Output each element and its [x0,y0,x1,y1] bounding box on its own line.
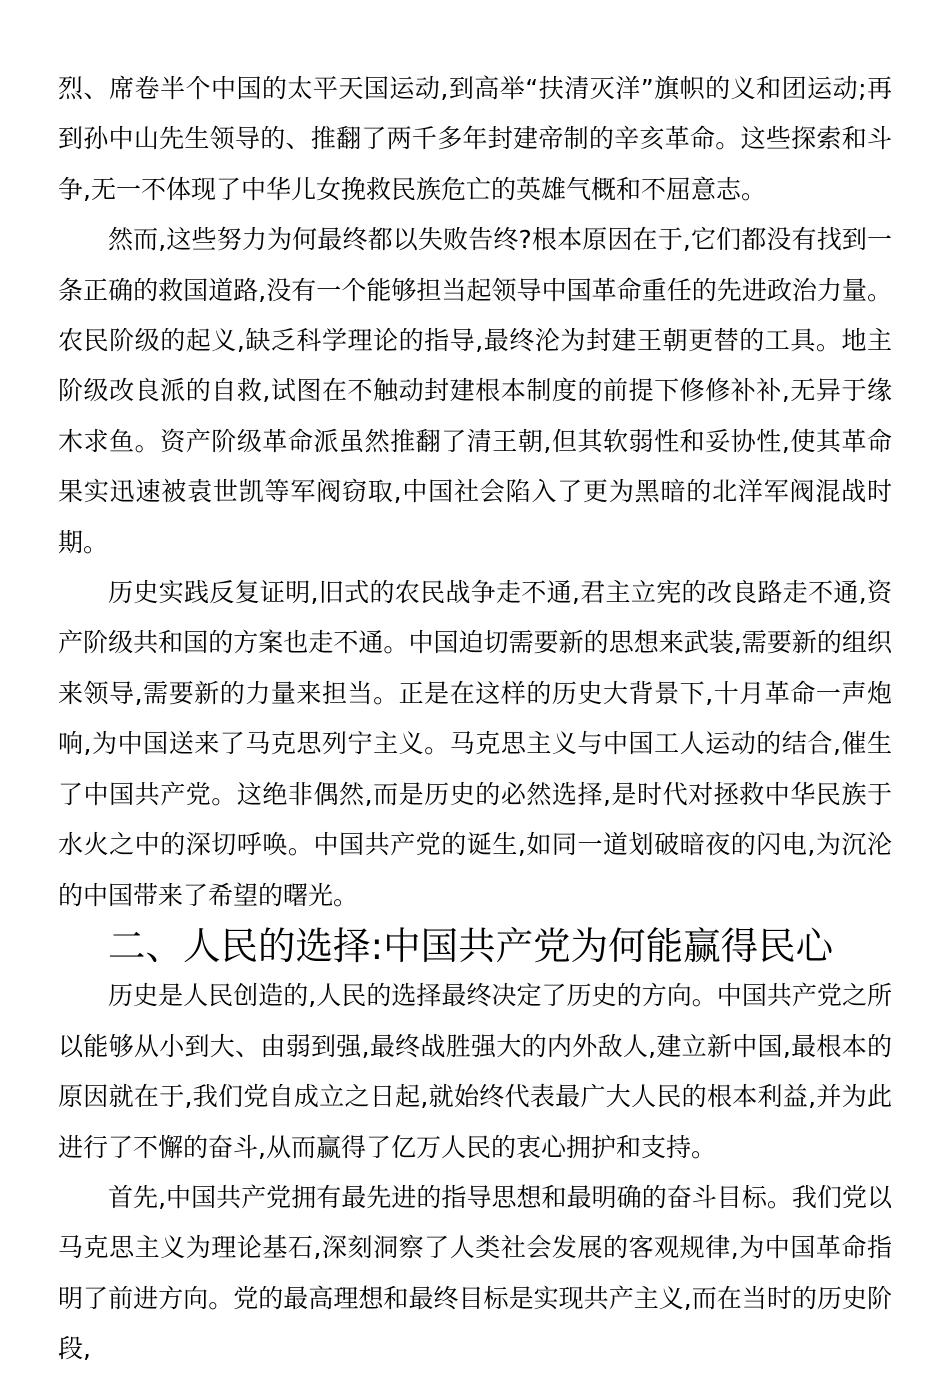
body-paragraph: 然而,这些努力为何最终都以失败告终?根本原因在于,它们都没有找到一条正确的救国道路,没有一个能够担当起领导中国革命重任的先进政治力量。农民阶级的起义,缺乏科学理论的指导,最终沦为封建王朝更替的工具。地主阶级改良派的自救,试图在不触动封建根本制度的前提下修修补补,无异于缘木求鱼。资产阶级革命派虽然推翻了清王朝,但其软弱性和妥协性,使其革命果实迅速被袁世凯等军阀窃取,中国社会陷入了更为黑暗的北洋军阀混战时期。 [58,225,892,557]
body-paragraph-continued: 烈、席卷半个中国的太平天国运动,到高举“扶清灭洋”旗帜的义和团运动;再到孙中山先生领导的、推翻了两千多年封建帝制的辛亥革命。这些探索和斗争,无一不体现了中华儿女挽救民族危亡的英雄气概和不屈意志。 [58,74,892,204]
document-page [58,64,892,1375]
body-paragraph: 首先,中国共产党拥有最先进的指导思想和最明确的奋斗目标。我们党以马克思主义为理论基石,深刻洞察了人类社会发展的客观规律,为中国革命指明了前进方向。党的最高理想和最终目标是实现共产主义,而在当时的历史阶段, [58,1182,892,1364]
section-heading: 二、人民的选择:中国共产党为何能赢得民心 [108,923,834,968]
body-paragraph: 历史是人民创造的,人民的选择最终决定了历史的方向。中国共产党之所以能够从小到大、由弱到强,最终战胜强大的内外敌人,建立新中国,最根本的原因就在于,我们党自成立之日起,就始终代表最广大人民的根本利益,并为此进行了不懈的奋斗,从而赢得了亿万人民的衷心拥护和支持。 [58,981,892,1162]
body-paragraph: 历史实践反复证明,旧式的农民战争走不通,君主立宪的改良路走不通,资产阶级共和国的方案也走不通。中国迫切需要新的思想来武装,需要新的组织来领导,需要新的力量来担当。正是在这样的历史大背景下,十月革命一声炮响,为中国送来了马克思列宁主义。马克思主义与中国工人运动的结合,催生了中国共产党。这绝非偶然,而是历史的必然选择,是时代对拯救中华民族于水火之中的深切呼唤。中国共产党的诞生,如同一道划破暗夜的闪电,为沉沦的中国带来了希望的曙光。 [58,578,892,910]
